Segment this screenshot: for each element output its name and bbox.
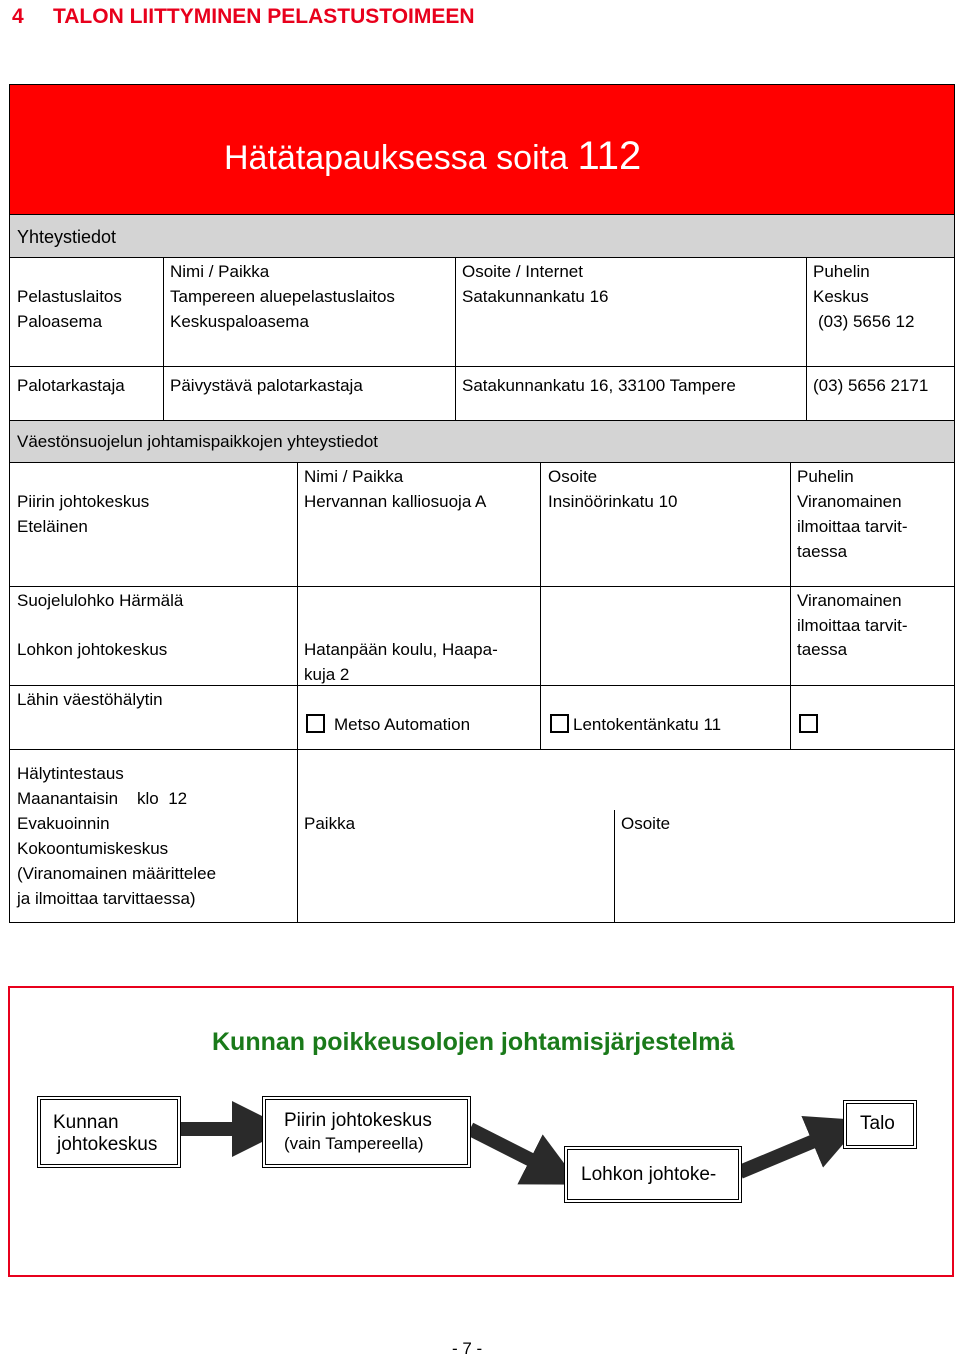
command-system-title: Kunnan poikkeusolojen johtamisjärjestelmä bbox=[212, 1028, 735, 1056]
inspector-address: Satakunnankatu 16, 33100 Tampere bbox=[462, 376, 736, 395]
district-phone-2: ilmoittaa tarvit- bbox=[797, 517, 908, 536]
rescue-phone-2: (03) 5656 12 bbox=[818, 312, 915, 331]
district-name: Hervannan kalliosuoja A bbox=[304, 492, 487, 511]
civil-col-phone: Puhelin bbox=[797, 467, 854, 486]
evac-label-1: Evakuoinnin bbox=[17, 814, 110, 833]
contacts-section-label: Yhteystiedot bbox=[17, 227, 117, 247]
contacts-col-address: Osoite / Internet bbox=[462, 262, 583, 281]
evac-place-label: Paikka bbox=[304, 814, 356, 833]
district-center-label-1: Piirin johtokeskus bbox=[284, 1110, 432, 1131]
district-label-2: Eteläinen bbox=[17, 517, 88, 536]
arrow-district-to-block bbox=[470, 1129, 555, 1172]
rescue-label-2: Paloasema bbox=[17, 312, 103, 331]
block-center-label: Lohkon johtoke- bbox=[581, 1164, 717, 1185]
district-label-1: Piirin johtokeskus bbox=[17, 492, 150, 511]
evac-label-3: (Viranomainen määrittelee bbox=[17, 864, 217, 883]
arrow-block-to-house bbox=[740, 1131, 838, 1172]
municipal-center-label-2: johtokeskus bbox=[57, 1134, 158, 1155]
page-number: - 7 - bbox=[452, 1339, 483, 1358]
block-phone-3: taessa bbox=[797, 640, 848, 659]
block-name-2: kuja 2 bbox=[304, 665, 350, 684]
block-area-label: Suojelulohko Härmälä bbox=[17, 591, 184, 610]
evac-label-4: ja ilmoittaa tarvittaessa) bbox=[17, 889, 196, 908]
civil-col-name: Nimi / Paikka bbox=[304, 467, 404, 486]
section-number: 4 bbox=[12, 5, 24, 28]
rescue-label-1: Pelastuslaitos bbox=[17, 287, 122, 306]
inspector-name: Päivystävä palotarkastaja bbox=[170, 376, 363, 395]
siren-label: Lähin väestöhälytin bbox=[17, 690, 163, 709]
district-phone-3: taessa bbox=[797, 542, 848, 561]
contacts-col-phone: Puhelin bbox=[813, 262, 870, 281]
civil-section-label: Väestönsuojelun johtamispaikkojen yhteystiedot bbox=[17, 432, 379, 451]
evac-address-label: Osoite bbox=[621, 814, 671, 833]
municipal-center-label-1: Kunnan bbox=[53, 1112, 119, 1133]
district-phone-1: Viranomainen bbox=[797, 492, 902, 511]
district-center-label-2: (vain Tampereella) bbox=[284, 1134, 424, 1153]
emergency-label: Hätätapauksessa soita bbox=[224, 139, 568, 177]
rescue-phone-1: Keskus bbox=[813, 287, 869, 306]
rescue-address: Satakunnankatu 16 bbox=[462, 287, 609, 306]
block-name-1: Hatanpään koulu, Haapa- bbox=[304, 640, 498, 659]
house-label: Talo bbox=[860, 1113, 895, 1134]
block-phone-1: Viranomainen bbox=[797, 591, 902, 610]
block-center-label: Lohkon johtokeskus bbox=[17, 640, 168, 659]
inspector-phone: (03) 5656 2171 bbox=[813, 376, 929, 395]
contacts-col-name: Nimi / Paikka bbox=[170, 262, 270, 281]
block-phone-2: ilmoittaa tarvit- bbox=[797, 616, 908, 635]
test-label: Hälytintestaus bbox=[17, 764, 124, 783]
civil-col-address: Osoite bbox=[548, 467, 598, 486]
emergency-number: 112 bbox=[577, 134, 642, 178]
test-schedule: Maanantaisin klo 12 bbox=[17, 789, 188, 808]
district-address: Insinöörinkatu 10 bbox=[548, 492, 678, 511]
rescue-name-1: Tampereen aluepelastuslaitos bbox=[170, 287, 395, 306]
rescue-name-2: Keskuspaloasema bbox=[170, 312, 309, 331]
inspector-label: Palotarkastaja bbox=[17, 376, 125, 395]
siren-address: Lentokentänkatu 11 bbox=[573, 715, 722, 734]
evac-label-2: Kokoontumiskeskus bbox=[17, 839, 169, 858]
section-title: TALON LIITTYMINEN PELASTUSTOIMEEN bbox=[53, 5, 475, 28]
siren-name: Metso Automation bbox=[334, 715, 471, 734]
